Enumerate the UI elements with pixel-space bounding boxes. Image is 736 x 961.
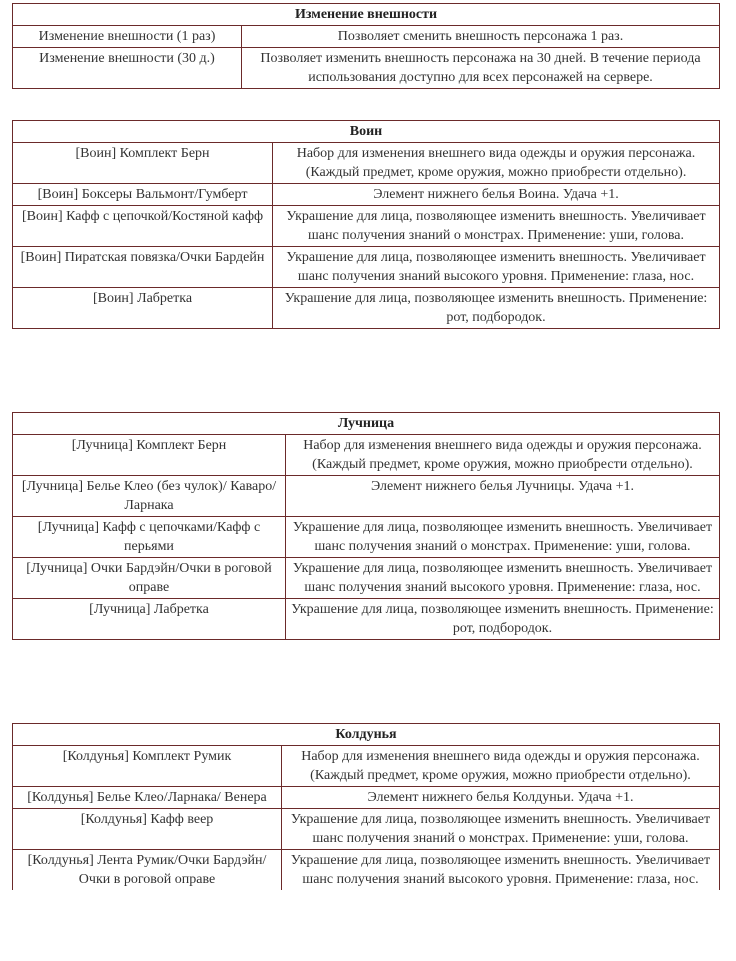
item-name: Изменение внешности (30 д.): [13, 48, 242, 89]
item-name: [Колдунья] Лента Румик/Очки Бардэйн/Очки в роговой оправе: [13, 850, 282, 891]
table-row: [13, 288, 720, 329]
table-row: [13, 850, 720, 891]
item-name: [Лучница] Лабретка: [13, 599, 286, 640]
item-description: Украшение для лица, позволяющее изменить внешность. Увеличивает шанс получения знаний о монстрах. Применение: уши, голова.: [273, 206, 720, 247]
item-description: Набор для изменения внешнего вида одежды и оружия персонажа. (Каждый предмет, кроме оружия, можно приобрести отдельно).: [286, 435, 720, 476]
section-title: Изменение внешности: [13, 4, 720, 26]
warrior-table: [12, 120, 720, 329]
item-name: [Колдунья] Белье Клео/Ларнака/ Венера: [13, 787, 282, 809]
item-description: Набор для изменения внешнего вида одежды и оружия персонажа. (Каждый предмет, кроме оружия, можно приобрести отдельно).: [273, 143, 720, 184]
table-row: [13, 26, 720, 48]
sorceress-table: [12, 723, 720, 890]
table-row: [13, 787, 720, 809]
appearance-change-table: [12, 3, 720, 89]
archer-table: [12, 412, 720, 640]
item-name: [Воин] Пиратская повязка/Очки Бардейн: [13, 247, 273, 288]
table-row: [13, 517, 720, 558]
item-name: [Воин] Лабретка: [13, 288, 273, 329]
item-description: Украшение для лица, позволяющее изменить внешность. Увеличивает шанс получения знаний высокого уровня. Применение: глаза, нос.: [286, 558, 720, 599]
item-name: [Колдунья] Комплект Румик: [13, 746, 282, 787]
item-description: Элемент нижнего белья Колдуньи. Удача +1.: [282, 787, 720, 809]
item-name: [Лучница] Очки Бардэйн/Очки в роговой оправе: [13, 558, 286, 599]
table-row: [13, 558, 720, 599]
item-description: Украшение для лица, позволяющее изменить внешность. Увеличивает шанс получения знаний о монстрах. Применение: уши, голова.: [282, 809, 720, 850]
section-title: Колдунья: [13, 724, 720, 746]
item-name: [Лучница] Комплект Берн: [13, 435, 286, 476]
item-description: Украшение для лица, позволяющее изменить внешность. Применение: рот, подбородок.: [273, 288, 720, 329]
item-name: [Воин] Боксеры Вальмонт/Гумберт: [13, 184, 273, 206]
table-row: [13, 247, 720, 288]
item-description: Набор для изменения внешнего вида одежды и оружия персонажа. (Каждый предмет, кроме оружия, можно приобрести отдельно).: [282, 746, 720, 787]
item-name: [Лучница] Белье Клео (без чулок)/ Каваро/Ларнака: [13, 476, 286, 517]
table-row: [13, 476, 720, 517]
table-row: [13, 184, 720, 206]
item-name: [Воин] Кафф с цепочкой/Костяной кафф: [13, 206, 273, 247]
item-name: [Лучница] Кафф с цепочками/Кафф с перьями: [13, 517, 286, 558]
item-name: [Воин] Комплект Берн: [13, 143, 273, 184]
item-description: Украшение для лица, позволяющее изменить внешность. Применение: рот, подбородок.: [286, 599, 720, 640]
item-description: Элемент нижнего белья Лучницы. Удача +1.: [286, 476, 720, 517]
table-row: [13, 746, 720, 787]
item-description: Позволяет сменить внешность персонажа 1 раз.: [242, 26, 720, 48]
section-title: Воин: [13, 121, 720, 143]
item-description: Украшение для лица, позволяющее изменить внешность. Увеличивает шанс получения знаний высокого уровня. Применение: глаза, нос.: [273, 247, 720, 288]
item-name: Изменение внешности (1 раз): [13, 26, 242, 48]
table-row: [13, 206, 720, 247]
item-description: Украшение для лица, позволяющее изменить внешность. Увеличивает шанс получения знаний высокого уровня. Применение: глаза, нос.: [282, 850, 720, 891]
item-description: Позволяет изменить внешность персонажа на 30 дней. В течение периода использования доступно для всех персонажей на сервере.: [242, 48, 720, 89]
table-row: [13, 599, 720, 640]
section-title: Лучница: [13, 413, 720, 435]
table-row: [13, 143, 720, 184]
item-description: Украшение для лица, позволяющее изменить внешность. Увеличивает шанс получения знаний о монстрах. Применение: уши, голова.: [286, 517, 720, 558]
table-row: [13, 809, 720, 850]
item-name: [Колдунья] Кафф веер: [13, 809, 282, 850]
table-row: [13, 48, 720, 89]
item-description: Элемент нижнего белья Воина. Удача +1.: [273, 184, 720, 206]
table-row: [13, 435, 720, 476]
